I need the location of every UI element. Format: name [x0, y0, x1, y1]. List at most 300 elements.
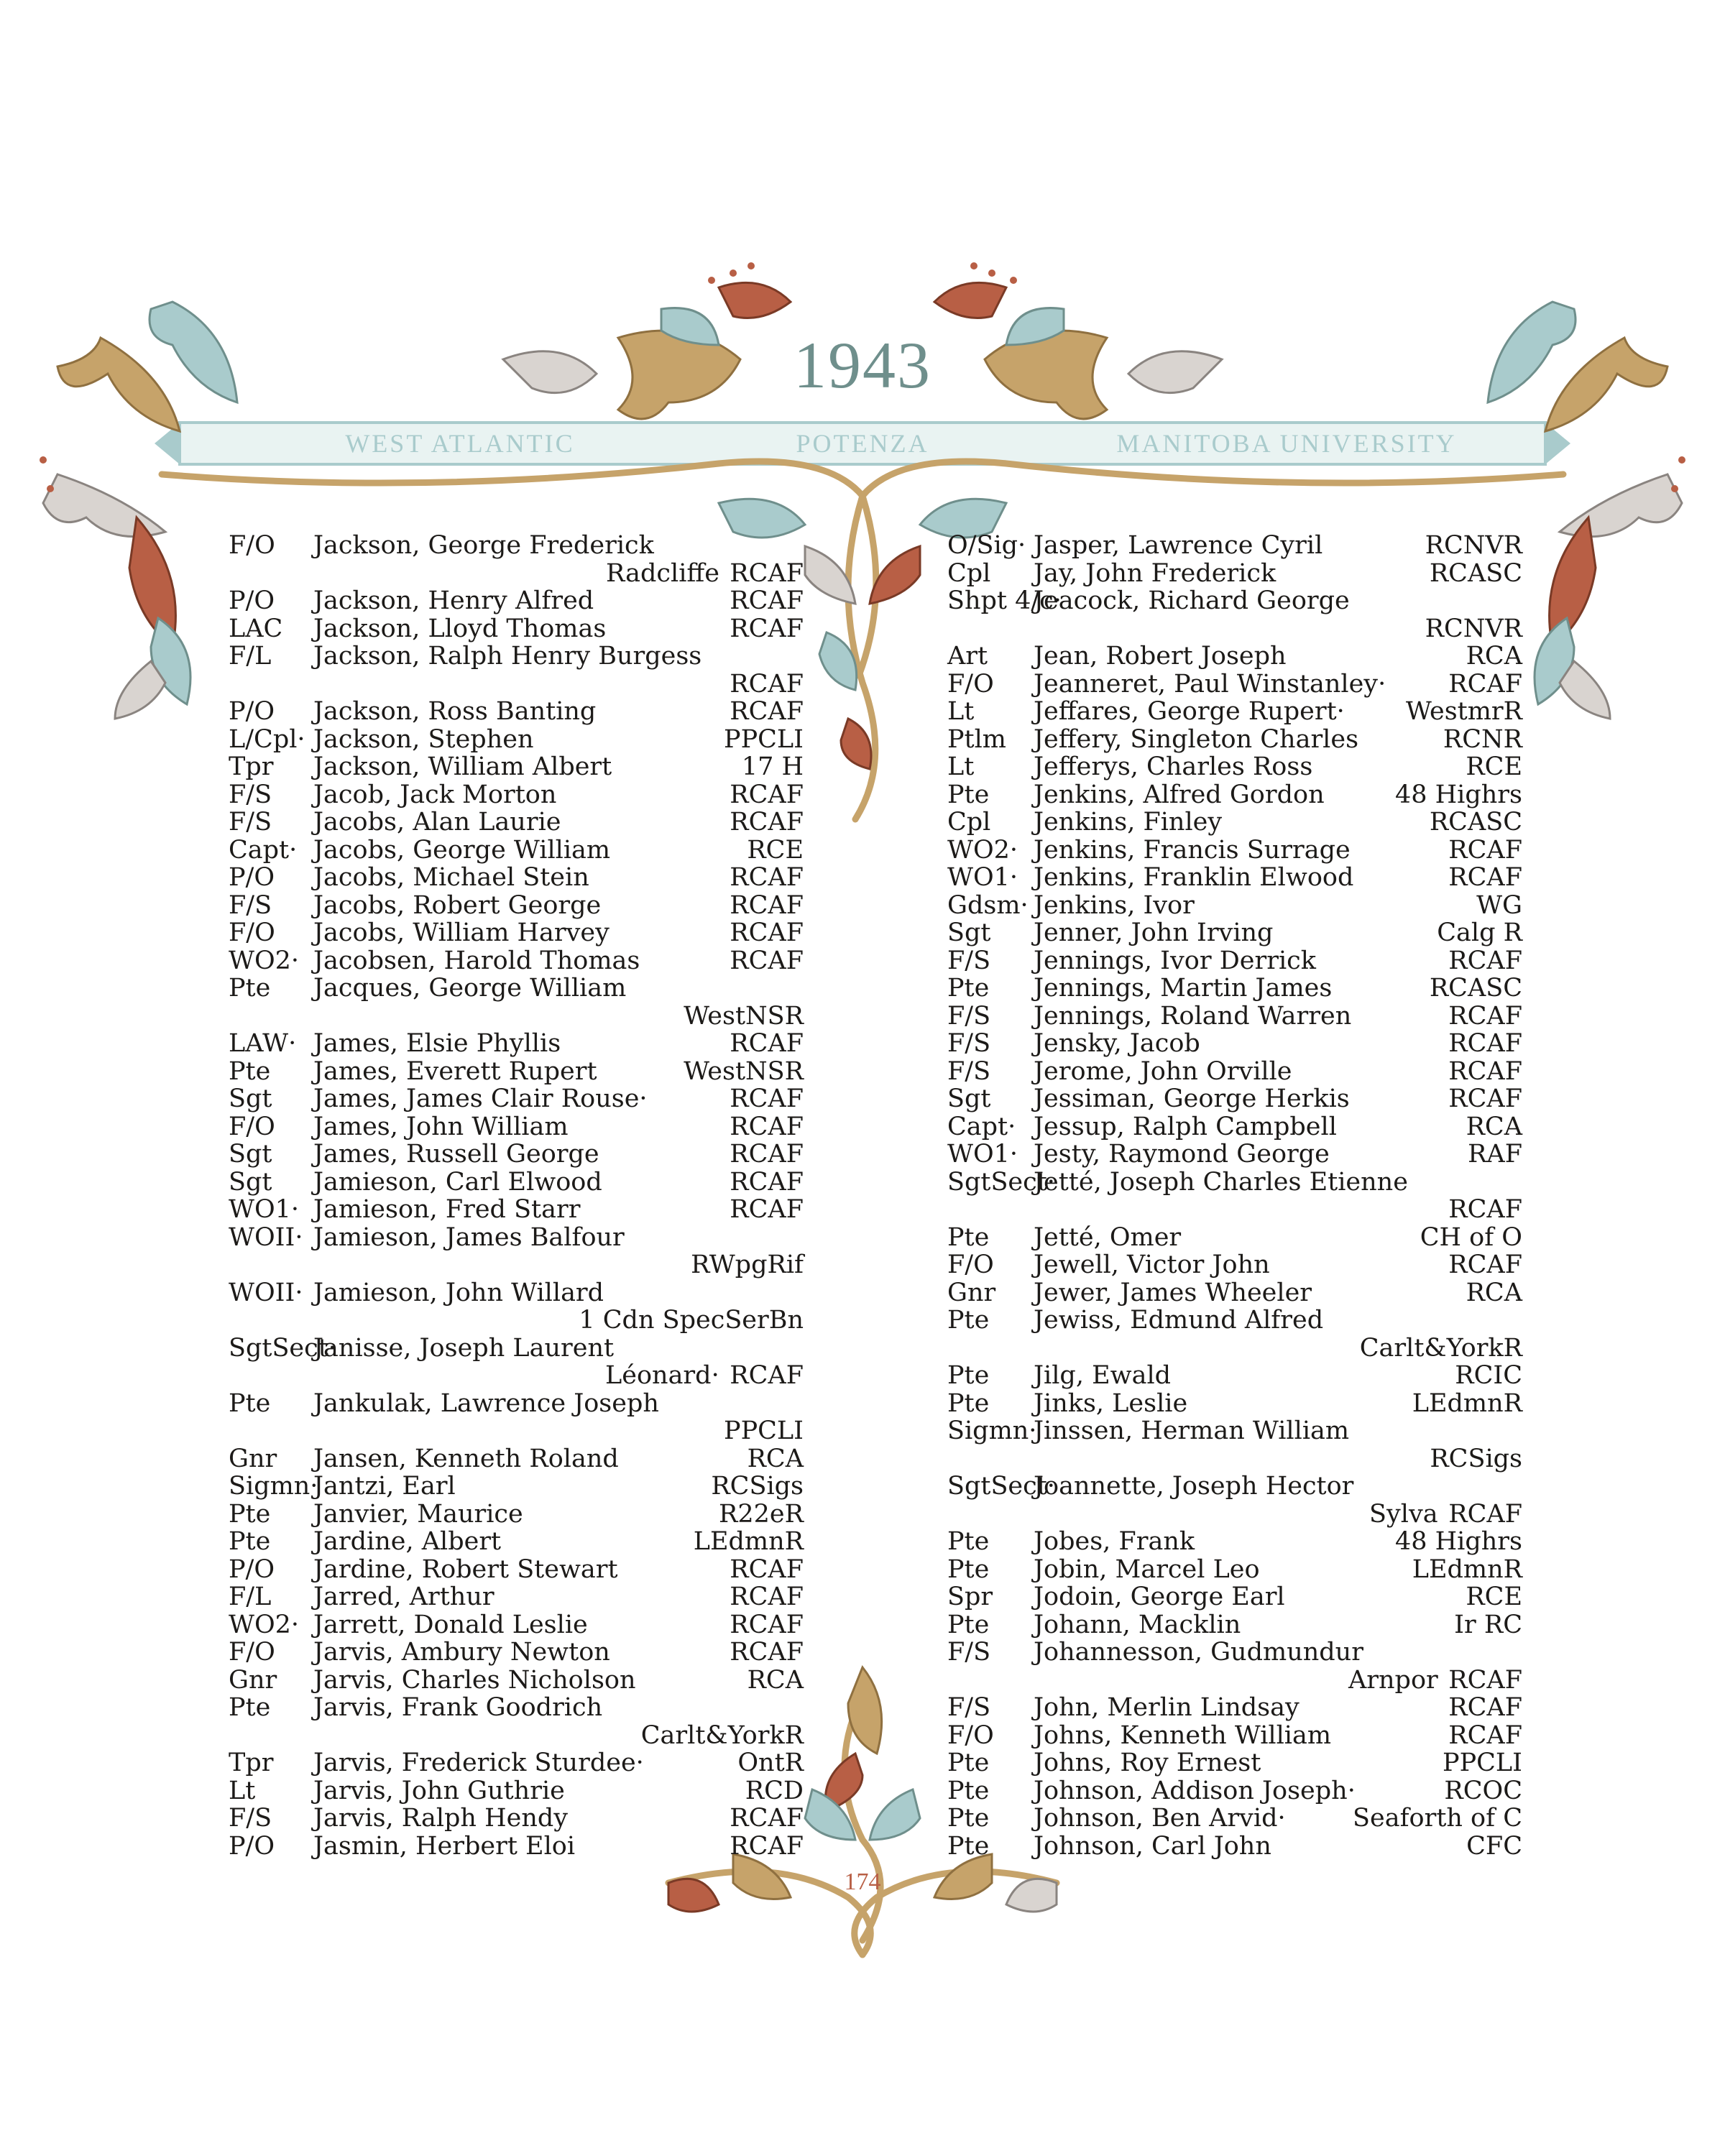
roll-entry	[229, 1501, 804, 1529]
roll-entry	[229, 781, 804, 809]
roll-entry	[229, 919, 804, 947]
unit-abbreviation: RCAF	[730, 863, 804, 892]
person-name: Jasper, Lawrence Cyril	[1034, 531, 1323, 560]
person-name: Jackson, Ralph Henry Burgess	[313, 642, 702, 671]
unit-abbreviation: RCAF	[1448, 1665, 1522, 1695]
rank: F/L	[229, 642, 272, 671]
unit-abbreviation: RCA	[1466, 642, 1522, 671]
unit-abbreviation: RCASC	[1429, 558, 1522, 588]
unit-abbreviation: LEdmnR	[1412, 1554, 1522, 1584]
roll-entry	[229, 1777, 804, 1805]
person-name: James, Russell George	[313, 1140, 599, 1169]
roll-entry	[229, 1224, 804, 1252]
person-name: James, Everett Rupert	[313, 1056, 597, 1086]
rank: WO2·	[229, 1610, 300, 1639]
roll-entry	[947, 947, 1522, 975]
roll-entry	[947, 975, 1522, 1003]
roll-entry-continuation	[229, 1307, 804, 1335]
unit-abbreviation: 48 Highrs	[1394, 780, 1522, 809]
roll-entry-continuation	[947, 1667, 1522, 1695]
rank: WO2·	[947, 835, 1018, 865]
unit-abbreviation: RCA	[1466, 1278, 1522, 1307]
roll-entry	[229, 1583, 804, 1611]
unit-abbreviation: RCE	[1466, 1583, 1522, 1611]
person-name: Jamieson, Carl Elwood	[313, 1167, 602, 1197]
roll-entry	[947, 698, 1522, 726]
person-name: Jensky, Jacob	[1034, 1029, 1200, 1058]
rank: Sgt	[229, 1140, 272, 1169]
roll-entry-continuation	[947, 615, 1522, 643]
unit-abbreviation: CH of O	[1420, 1222, 1522, 1252]
left-name-column	[229, 532, 804, 1860]
rank: WOII·	[229, 1222, 303, 1252]
unit-abbreviation: RCAF	[1448, 1001, 1522, 1031]
roll-entry	[229, 1058, 804, 1086]
unit-abbreviation: RCAF	[730, 1638, 804, 1667]
banner-center-text: POTENZA	[796, 429, 929, 458]
unit-abbreviation: RCAF	[730, 780, 804, 809]
unit-abbreviation: RCA	[1466, 1112, 1522, 1141]
person-name: Jackson, George Frederick	[313, 531, 654, 560]
person-name: Janisse, Joseph Laurent	[313, 1333, 615, 1363]
person-name: Jacques, George William	[313, 974, 627, 1003]
person-name: Jackson, William Albert	[313, 752, 612, 781]
person-name: Jefferys, Charles Ross	[1034, 752, 1313, 781]
rank: WO1·	[947, 863, 1018, 892]
unit-abbreviation: RCSigs	[1430, 1444, 1522, 1473]
unit-abbreviation: RCAF	[730, 1195, 804, 1224]
roll-entry	[229, 1169, 804, 1197]
unit-abbreviation: 1 Cdn SpecSerBn	[579, 1306, 804, 1335]
person-name: James, Elsie Phyllis	[313, 1029, 561, 1058]
rank: L/Cpl·	[229, 724, 305, 754]
roll-entry	[229, 837, 804, 865]
rank: Sgt	[947, 1084, 991, 1113]
rank: Spr	[947, 1583, 993, 1611]
roll-entry-continuation	[947, 1196, 1522, 1224]
rank: Sgt	[229, 1167, 272, 1197]
unit-abbreviation: RCAF	[730, 1029, 804, 1058]
person-name: Johnson, Addison Joseph·	[1034, 1776, 1356, 1805]
person-name: Jetté, Omer	[1034, 1222, 1182, 1252]
rank: Pte	[229, 1499, 271, 1529]
person-name: Jean, Robert Joseph	[1034, 642, 1287, 671]
roll-entry	[229, 1113, 804, 1141]
rank: F/O	[229, 1112, 275, 1141]
person-name: Jarrett, Donald Leslie	[313, 1610, 588, 1639]
roll-entry	[947, 1833, 1522, 1861]
roll-entry	[229, 1445, 804, 1473]
unit-abbreviation: RCA	[747, 1444, 804, 1473]
name-continuation: Léonard·	[605, 1361, 719, 1390]
person-name: Jenkins, Ivor	[1034, 890, 1195, 920]
rank: F/O	[947, 1250, 994, 1279]
rank: P/O	[229, 1831, 275, 1861]
roll-entry	[947, 864, 1522, 892]
rank: F/O	[947, 669, 994, 699]
roll-entry	[947, 781, 1522, 809]
person-name: Jarvis, Ralph Hendy	[313, 1804, 569, 1833]
rank: F/L	[229, 1583, 272, 1611]
year-heading: 1943	[794, 328, 932, 402]
roll-entry	[947, 671, 1522, 699]
roll-entry	[229, 1141, 804, 1169]
person-name: Jewell, Victor John	[1034, 1250, 1270, 1279]
rank: F/O	[229, 918, 275, 947]
rank: Pte	[947, 1804, 990, 1833]
roll-entry	[947, 1583, 1522, 1611]
roll-entry	[229, 615, 804, 643]
unit-abbreviation: RCAF	[1448, 1250, 1522, 1279]
person-name: Johnson, Carl John	[1034, 1831, 1271, 1861]
rank: F/S	[947, 946, 991, 975]
person-name: Johannesson, Gudmundur	[1034, 1638, 1363, 1667]
rank: Pte	[229, 1527, 271, 1556]
person-name: Jodoin, George Earl	[1034, 1583, 1285, 1611]
roll-entry	[947, 1003, 1522, 1031]
unit-abbreviation: LEdmnR	[1412, 1388, 1522, 1418]
rank: Pte	[229, 974, 271, 1003]
unit-abbreviation: RCASC	[1429, 974, 1522, 1003]
right-name-column	[947, 532, 1522, 1860]
person-name: Johns, Kenneth William	[1034, 1720, 1332, 1750]
roll-entry	[947, 1639, 1522, 1667]
unit-abbreviation: Ir RC	[1454, 1610, 1522, 1639]
rank: Pte	[229, 1056, 271, 1086]
person-name: Jankulak, Lawrence Joseph	[313, 1388, 659, 1418]
rank: Ptlm	[947, 724, 1006, 754]
roll-entry	[229, 1694, 804, 1722]
person-name: Jeacock, Richard George	[1034, 586, 1350, 615]
person-name: Jasmin, Herbert Eloi	[313, 1831, 576, 1861]
roll-entry-continuation	[229, 1003, 804, 1031]
unit-abbreviation: RCD	[745, 1776, 804, 1805]
person-name: Joannette, Joseph Hector	[1034, 1472, 1354, 1501]
unit-abbreviation: WG	[1476, 890, 1522, 920]
roll-entry	[947, 1169, 1522, 1197]
unit-abbreviation: PPCLI	[1443, 1749, 1522, 1777]
unit-abbreviation: RCAF	[730, 890, 804, 920]
roll-entry	[229, 1085, 804, 1113]
unit-abbreviation: RCAF	[730, 808, 804, 837]
unit-abbreviation: RCE	[747, 835, 804, 865]
rank: F/S	[229, 890, 272, 920]
rank: Lt	[947, 697, 975, 726]
person-name: Jenkins, Alfred Gordon	[1034, 780, 1325, 809]
person-name: Jamieson, John Willard	[313, 1278, 604, 1307]
person-name: Johann, Macklin	[1034, 1610, 1241, 1639]
rank: Pte	[947, 1776, 990, 1805]
rank: Pte	[947, 1306, 990, 1335]
roll-entry	[229, 1196, 804, 1224]
person-name: Jarvis, Frank Goodrich	[313, 1693, 603, 1722]
rank: Lt	[229, 1776, 256, 1805]
roll-entry	[947, 1528, 1522, 1556]
roll-entry	[947, 1611, 1522, 1639]
rank: F/O	[229, 531, 275, 560]
roll-entry	[229, 1528, 804, 1556]
roll-entry	[947, 1749, 1522, 1777]
person-name: Jacobs, Alan Laurie	[313, 808, 561, 837]
roll-entry	[229, 1611, 804, 1639]
roll-entry	[947, 1722, 1522, 1750]
unit-abbreviation: RCAF	[1448, 1056, 1522, 1086]
unit-abbreviation: RCSigs	[711, 1472, 804, 1501]
roll-entry	[947, 1307, 1522, 1335]
rank: Pte	[947, 1610, 990, 1639]
person-name: Jilg, Ewald	[1034, 1361, 1172, 1390]
person-name: Jacobs, Michael Stein	[313, 863, 589, 892]
unit-abbreviation: RCAF	[1448, 835, 1522, 865]
person-name: Jarvis, Frederick Sturdee·	[313, 1749, 644, 1777]
person-name: Jarred, Arthur	[313, 1583, 494, 1611]
rank: P/O	[229, 586, 275, 615]
person-name: Jacobs, William Harvey	[313, 918, 610, 947]
roll-entry	[947, 1113, 1522, 1141]
unit-abbreviation: RCASC	[1429, 808, 1522, 837]
roll-entry	[229, 1473, 804, 1501]
person-name: Johnson, Ben Arvid·	[1034, 1804, 1286, 1833]
rank: WOII·	[229, 1278, 303, 1307]
unit-abbreviation: RCAF	[730, 697, 804, 726]
rank: Pte	[947, 1388, 990, 1418]
roll-entry	[947, 837, 1522, 865]
unit-abbreviation: RCAF	[730, 558, 804, 588]
rank: Pte	[947, 1749, 990, 1777]
roll-entry	[947, 1777, 1522, 1805]
roll-entry-continuation	[947, 1501, 1522, 1529]
rank: F/O	[229, 1638, 275, 1667]
roll-entry	[947, 642, 1522, 671]
unit-abbreviation: RCAF	[730, 1167, 804, 1197]
rank: P/O	[229, 863, 275, 892]
unit-abbreviation: RCAF	[730, 918, 804, 947]
rank: Lt	[947, 752, 975, 781]
roll-entry	[947, 1251, 1522, 1279]
person-name: Jardine, Albert	[313, 1527, 502, 1556]
roll-entry	[947, 892, 1522, 920]
rank: Capt·	[947, 1112, 1016, 1141]
person-name: Jantzi, Earl	[313, 1472, 456, 1501]
rank: Cpl	[947, 558, 991, 588]
person-name: Jay, John Frederick	[1034, 558, 1276, 588]
person-name: Jacob, Jack Morton	[313, 780, 557, 809]
unit-abbreviation: PPCLI	[724, 1416, 804, 1445]
person-name: James, John William	[313, 1112, 569, 1141]
person-name: Jacobs, George William	[313, 835, 611, 865]
person-name: Jennings, Ivor Derrick	[1034, 946, 1316, 975]
unit-abbreviation: RCAF	[1448, 1720, 1522, 1750]
person-name: Jarvis, Ambury Newton	[313, 1638, 610, 1667]
rank: Pte	[229, 1388, 271, 1418]
unit-abbreviation: RCAF	[1448, 669, 1522, 699]
unit-abbreviation: RCAF	[730, 669, 804, 699]
roll-entry	[947, 1473, 1522, 1501]
roll-entry	[229, 1833, 804, 1861]
rank: F/S	[947, 1001, 991, 1031]
person-name: Jenkins, Franklin Elwood	[1034, 863, 1354, 892]
unit-abbreviation: RCAF	[730, 1361, 804, 1390]
person-name: Jewiss, Edmund Alfred	[1034, 1306, 1324, 1335]
unit-abbreviation: WestNSR	[684, 1001, 804, 1031]
roll-entry	[947, 1279, 1522, 1307]
roll-entry-continuation	[229, 1251, 804, 1279]
unit-abbreviation: R22eR	[719, 1499, 804, 1529]
roll-entry-continuation	[947, 1445, 1522, 1473]
rank: P/O	[229, 697, 275, 726]
unit-abbreviation: RCAF	[730, 1610, 804, 1639]
rank: Pte	[947, 1361, 990, 1390]
person-name: Jewer, James Wheeler	[1034, 1278, 1312, 1307]
rank: Gnr	[947, 1278, 996, 1307]
roll-entry	[229, 753, 804, 781]
rank: Pte	[947, 974, 990, 1003]
person-name: Jeanneret, Paul Winstanley·	[1034, 669, 1386, 699]
person-name: Jennings, Martin James	[1034, 974, 1333, 1003]
roll-entry	[229, 975, 804, 1003]
person-name: Jamieson, James Balfour	[313, 1222, 625, 1252]
rank: Capt·	[229, 835, 298, 865]
roll-entry	[947, 1417, 1522, 1445]
roll-entry	[229, 808, 804, 837]
unit-abbreviation: RCA	[747, 1665, 804, 1695]
unit-abbreviation: Carlt&YorkR	[640, 1720, 804, 1750]
unit-abbreviation: RCIC	[1455, 1361, 1522, 1390]
rank: SgtSect·	[947, 1167, 1055, 1197]
rank: F/S	[947, 1029, 991, 1058]
rank: LAW·	[229, 1029, 297, 1058]
rank: P/O	[229, 1554, 275, 1584]
rank: F/O	[947, 1720, 994, 1750]
rank: WO1·	[947, 1140, 1018, 1169]
unit-abbreviation: RCAF	[730, 1140, 804, 1169]
person-name: Jackson, Stephen	[313, 724, 534, 754]
rank: Gdsm·	[947, 890, 1029, 920]
unit-abbreviation: OntR	[737, 1749, 804, 1777]
person-name: Jarvis, John Guthrie	[313, 1776, 565, 1805]
roll-entry	[229, 1667, 804, 1695]
unit-abbreviation: RCAF	[730, 1804, 804, 1833]
rank: WO2·	[229, 946, 300, 975]
roll-entry-continuation	[229, 1417, 804, 1445]
person-name: Jerome, John Orville	[1034, 1056, 1292, 1086]
rank: Pte	[947, 780, 990, 809]
rank: Pte	[947, 1222, 990, 1252]
banner-left-text: WEST ATLANTIC	[345, 429, 575, 458]
roll-entry	[947, 1390, 1522, 1418]
person-name: Jessiman, George Herkis	[1034, 1084, 1350, 1113]
name-continuation: Radcliffe	[606, 558, 719, 588]
person-name: Jacobs, Robert George	[313, 890, 602, 920]
person-name: Jarvis, Charles Nicholson	[313, 1665, 636, 1695]
rank: SgtSect·	[229, 1333, 336, 1363]
unit-abbreviation: RCAF	[730, 1583, 804, 1611]
roll-entry	[229, 1749, 804, 1777]
unit-abbreviation: RCNR	[1443, 724, 1522, 754]
unit-abbreviation: WestmrR	[1405, 697, 1522, 726]
roll-entry	[229, 947, 804, 975]
unit-abbreviation: RCAF	[730, 1112, 804, 1141]
roll-entry-continuation	[229, 1362, 804, 1390]
unit-abbreviation: RCAF	[730, 1831, 804, 1861]
person-name: Jeffery, Singleton Charles	[1034, 724, 1359, 754]
rank: Gnr	[229, 1665, 277, 1695]
roll-entry-continuation	[947, 1335, 1522, 1363]
unit-abbreviation: RCAF	[1448, 1195, 1522, 1224]
unit-abbreviation: LEdmnR	[693, 1527, 804, 1556]
rank: WO1·	[229, 1195, 300, 1224]
person-name: Jamieson, Fred Starr	[313, 1195, 581, 1224]
unit-abbreviation: RCAF	[730, 614, 804, 643]
person-name: John, Merlin Lindsay	[1034, 1693, 1300, 1722]
person-name: Jeffares, George Rupert·	[1034, 697, 1345, 726]
person-name: Jardine, Robert Stewart	[313, 1554, 618, 1584]
unit-abbreviation: RCAF	[1448, 1499, 1522, 1529]
rank: Shpt 4/c·	[947, 586, 1062, 615]
person-name: Jesty, Raymond George	[1034, 1140, 1330, 1169]
person-name: Jacobsen, Harold Thomas	[313, 946, 640, 975]
person-name: Janvier, Maurice	[313, 1499, 523, 1529]
unit-abbreviation: RCAF	[1448, 1029, 1522, 1058]
roll-entry	[229, 532, 804, 560]
roll-entry	[947, 753, 1522, 781]
rank: Tpr	[229, 1749, 274, 1777]
unit-abbreviation: WestNSR	[684, 1056, 804, 1086]
unit-abbreviation: RAF	[1468, 1140, 1522, 1169]
roll-entry	[947, 1556, 1522, 1584]
rank: F/S	[947, 1638, 991, 1667]
unit-abbreviation: Calg R	[1437, 918, 1522, 947]
rank: SgtSect·	[947, 1472, 1055, 1501]
name-continuation: Sylva	[1369, 1499, 1438, 1529]
unit-abbreviation: RCAF	[730, 1084, 804, 1113]
roll-entry-continuation	[229, 560, 804, 588]
roll-entry	[229, 864, 804, 892]
roll-entry	[229, 1335, 804, 1363]
unit-abbreviation: CFC	[1466, 1831, 1522, 1861]
rank: Sgt	[229, 1084, 272, 1113]
person-name: Jackson, Henry Alfred	[313, 586, 594, 615]
rank: LAC	[229, 614, 283, 643]
roll-entry	[947, 1141, 1522, 1169]
roll-entry	[229, 1805, 804, 1833]
person-name: Jackson, Lloyd Thomas	[313, 614, 607, 643]
roll-entry	[229, 1556, 804, 1584]
person-name: Jackson, Ross Banting	[313, 697, 597, 726]
roll-entry	[947, 1058, 1522, 1086]
unit-abbreviation: RCAF	[730, 586, 804, 615]
roll-entry	[947, 919, 1522, 947]
rank: F/S	[229, 1804, 272, 1833]
roll-entry-continuation	[229, 671, 804, 699]
roll-entry	[229, 1639, 804, 1667]
unit-abbreviation: RCOC	[1444, 1776, 1522, 1805]
rank: Pte	[229, 1693, 271, 1722]
rank: F/S	[947, 1056, 991, 1086]
unit-abbreviation: RCAF	[1448, 946, 1522, 975]
person-name: Johns, Roy Ernest	[1034, 1749, 1261, 1777]
unit-abbreviation: RWpgRif	[691, 1250, 804, 1279]
rank: Sgt	[947, 918, 991, 947]
rank: Gnr	[229, 1444, 277, 1473]
unit-abbreviation: RCE	[1466, 752, 1522, 781]
person-name: Jenkins, Francis Surrage	[1034, 835, 1351, 865]
rank: F/S	[229, 808, 272, 837]
unit-abbreviation: RCNVR	[1425, 614, 1522, 643]
roll-entry	[947, 587, 1522, 615]
person-name: Jinks, Leslie	[1034, 1388, 1188, 1418]
roll-entry	[229, 1030, 804, 1058]
